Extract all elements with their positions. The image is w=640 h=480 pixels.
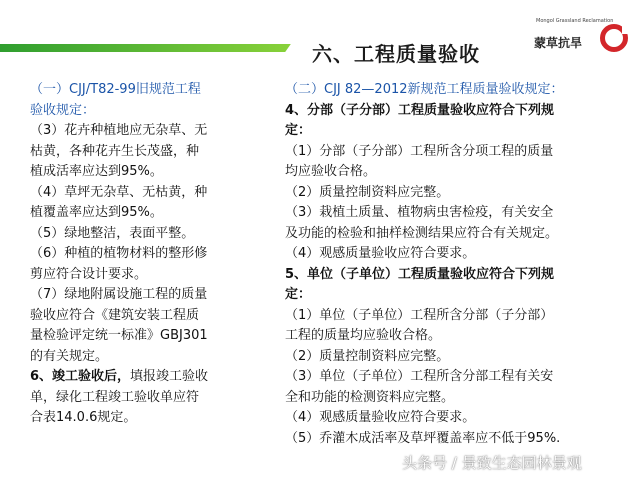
right-line: （3）单位（子单位）工程所含分部工程有关安 bbox=[285, 369, 554, 384]
left-line: （6）种植的植物材料的整形修 bbox=[30, 246, 208, 261]
left-line: 合表14.0.6规定。 bbox=[30, 410, 137, 425]
left-line: （4）草坪无杂草、无枯黄，种 bbox=[30, 184, 208, 200]
page-title: 六、工程质量验收 bbox=[312, 42, 480, 66]
logo-ring-gap bbox=[622, 26, 630, 34]
left-line: 验收规定： bbox=[30, 102, 96, 118]
left-line: 剪应符合设计要求。 bbox=[30, 266, 148, 282]
right-line: （1）单位（子单位）工程所含分部（子分部） bbox=[285, 307, 554, 323]
right-line: 全和功能的检测资料应完整。 bbox=[285, 389, 455, 405]
left-line: 量检验评定统一标准》GBJ301 bbox=[30, 328, 208, 343]
right-line: 及功能的检验和抽样检测结果应符合有关规定。 bbox=[285, 225, 559, 241]
right-line: 5、单位（子单位）工程质量验收应符合下列规 bbox=[285, 266, 555, 282]
right-line: （二）CJJ 82—2012新规范工程质量验收规定： bbox=[285, 82, 564, 97]
right-line: 均应验收合格。 bbox=[285, 164, 377, 179]
right-line: （4）观感质量验收应符合要求。 bbox=[285, 410, 476, 425]
left-line: （一）CJJ/T82-99旧规范工程 bbox=[30, 82, 201, 97]
left-line: 单，绿化工程竣工验收单应符 bbox=[30, 389, 200, 405]
left-line-6-bold: 6、竣工验收后， bbox=[30, 369, 131, 384]
brand-logo bbox=[532, 16, 636, 62]
right-column bbox=[285, 80, 625, 449]
right-line: （2）质量控制资料应完整。 bbox=[285, 348, 450, 364]
right-line: （1）分部（子分部）工程所含分项工程的质量 bbox=[285, 143, 554, 159]
header-green-bar bbox=[0, 44, 300, 52]
right-line: 工程的质量均应验收合格。 bbox=[285, 328, 442, 343]
left-line: 植成活率应达到95%。 bbox=[30, 164, 163, 179]
left-line: 验收应符合《建筑安装工程质 bbox=[30, 307, 200, 323]
left-line: 植覆盖率应达到95%。 bbox=[30, 205, 163, 220]
left-line: （7）绿地附属设施工程的质量 bbox=[30, 287, 208, 302]
left-line: （5）绿地整洁，表面平整。 bbox=[30, 225, 195, 241]
right-line: （3）栽植土质量、植物病虫害检疫，有关安全 bbox=[285, 205, 554, 220]
logo-small-text: Mongol Grassland Reclamation bbox=[536, 18, 614, 24]
right-line: （2）质量控制资料应完整。 bbox=[285, 184, 450, 200]
watermark-text: 头条号 / 景致生态园林景观 bbox=[402, 454, 582, 472]
left-line-6 bbox=[30, 367, 262, 388]
right-line: （4）观感质量验收应符合要求。 bbox=[285, 246, 476, 261]
left-line: 的有关规定。 bbox=[30, 348, 109, 364]
left-column bbox=[30, 80, 262, 429]
logo-name: 蒙草抗旱 bbox=[534, 36, 583, 50]
right-line: 定： bbox=[285, 287, 312, 302]
left-line: （3）花卉种植地应无杂草、无 bbox=[30, 123, 208, 138]
left-line-6-rest: 填报竣工验收 bbox=[130, 369, 209, 384]
right-line: （5）乔灌木成活率及草坪覆盖率应不低于95%. bbox=[285, 430, 561, 446]
left-line: 枯黄，各种花卉生长茂盛，种 bbox=[30, 143, 200, 159]
right-line: 定： bbox=[285, 123, 312, 138]
right-line: 4、分部（子分部）工程质量验收应符合下列规 bbox=[285, 102, 555, 118]
